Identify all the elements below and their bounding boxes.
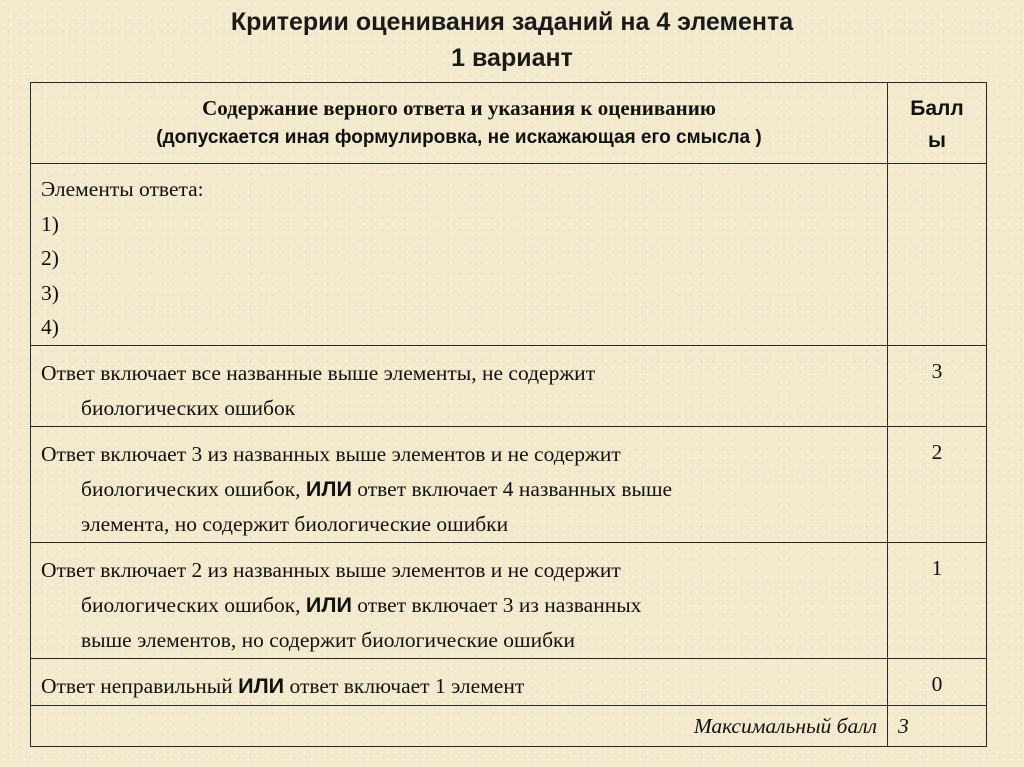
criterion-line bbox=[41, 588, 877, 623]
criterion-score: 3 bbox=[888, 345, 987, 426]
criterion-line: элемента, но содержит биологические ошибки bbox=[81, 511, 509, 536]
title-line-2: 1 вариант bbox=[451, 44, 573, 72]
criterion-text-cell bbox=[31, 426, 888, 542]
or-keyword: ИЛИ bbox=[305, 592, 352, 617]
elements-score-cell bbox=[888, 164, 987, 346]
header-row bbox=[31, 83, 987, 164]
criterion-line: Ответ включает 3 из названных выше элементов и не содержит bbox=[41, 441, 621, 466]
criterion-text: биологических ошибок, bbox=[81, 592, 306, 617]
criterion-text: Ответ неправильный bbox=[41, 673, 239, 698]
max-score-value: 3 bbox=[888, 705, 987, 746]
header-score-line-1: Балл bbox=[910, 97, 964, 120]
criterion-score: 0 bbox=[888, 658, 987, 705]
header-score-cell bbox=[888, 83, 987, 164]
criterion-text: биологических ошибок, bbox=[81, 476, 306, 501]
criterion-line: Ответ включает 2 из названных выше элементов и не содержит bbox=[41, 557, 621, 582]
criterion-text-cell bbox=[31, 345, 888, 426]
criterion-line bbox=[41, 472, 877, 507]
element-item: 2) bbox=[41, 246, 59, 270]
criterion-row bbox=[31, 658, 987, 705]
elements-label: Элементы ответа: bbox=[41, 177, 204, 201]
max-score-row bbox=[31, 705, 987, 746]
or-keyword: ИЛИ bbox=[238, 673, 285, 698]
header-content-cell bbox=[31, 83, 888, 164]
elements-row bbox=[31, 164, 987, 346]
criterion-row bbox=[31, 542, 987, 658]
criterion-line bbox=[41, 669, 877, 704]
criterion-text-cell bbox=[31, 658, 888, 705]
criterion-text: ответ включает 3 из названных bbox=[351, 592, 642, 617]
header-content-line-1: Содержание верного ответа и указания к оцениванию bbox=[202, 96, 716, 120]
header-score-line-2: ы bbox=[928, 129, 946, 152]
page-title bbox=[0, 4, 1024, 76]
element-item: 1) bbox=[41, 211, 59, 236]
criterion-score: 1 bbox=[888, 542, 987, 658]
elements-cell bbox=[31, 164, 888, 346]
max-score-label: Максимальный балл bbox=[31, 705, 888, 746]
criterion-text-cell bbox=[31, 542, 888, 658]
criterion-row bbox=[31, 426, 987, 542]
element-item: 3) bbox=[41, 280, 59, 305]
criteria-table bbox=[30, 82, 987, 747]
criterion-line: выше элементов, но содержит биологические ошибки bbox=[81, 627, 575, 652]
criterion-score: 2 bbox=[888, 426, 987, 542]
criterion-text: ответ включает 1 элемент bbox=[284, 673, 525, 698]
header-content-line-2: (допускается иная формулировка, не искажающая его смысла ) bbox=[156, 127, 762, 148]
title-line-1: Критерии оценивания заданий на 4 элемента bbox=[230, 8, 794, 36]
criterion-row bbox=[31, 345, 987, 426]
element-item: 4) bbox=[41, 315, 59, 339]
criterion-line: биологических ошибок bbox=[81, 395, 296, 420]
or-keyword: ИЛИ bbox=[305, 476, 352, 501]
criterion-line: Ответ включает все названные выше элементы, не содержит bbox=[41, 360, 596, 385]
criterion-text: ответ включает 4 названных выше bbox=[351, 476, 673, 501]
